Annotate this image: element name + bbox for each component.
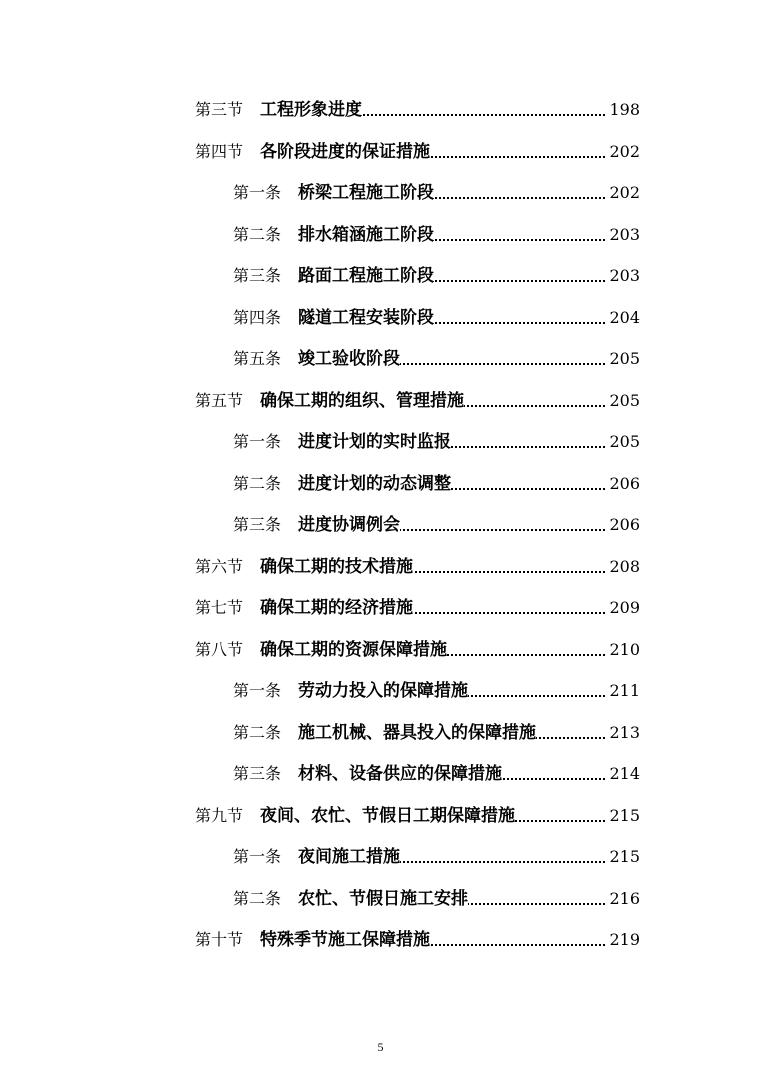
toc-entry-page: 202 <box>607 180 640 206</box>
toc-entry-label: 第二条 <box>233 225 282 244</box>
toc-entry-label: 第五条 <box>233 349 282 368</box>
toc-entry-page: 208 <box>607 554 640 580</box>
toc-entry-page: 215 <box>607 844 640 870</box>
toc-entry-page: 210 <box>607 637 640 663</box>
toc-entry-page: 203 <box>607 222 640 248</box>
toc-entry[interactable] <box>0 471 761 497</box>
toc-entry[interactable] <box>0 886 761 912</box>
toc-entry-title: 确保工期的经济措施 <box>260 595 413 621</box>
toc-entry-title: 特殊季节施工保障措施 <box>260 927 430 953</box>
toc-entry[interactable] <box>0 429 761 455</box>
toc-entry-title: 隧道工程安装阶段 <box>298 305 434 331</box>
toc-entry-label: 第二条 <box>233 723 282 742</box>
toc-entry-title: 工程形象进度 <box>260 97 362 123</box>
toc-entry-label: 第一条 <box>233 432 282 451</box>
toc-entry-page: 206 <box>607 471 640 497</box>
toc-entry-title: 进度协调例会 <box>298 512 400 538</box>
toc-entry[interactable] <box>0 803 761 829</box>
toc-entry-title: 确保工期的技术措施 <box>260 554 413 580</box>
toc-entry[interactable] <box>0 554 761 580</box>
toc-entry-page: 213 <box>607 720 640 746</box>
toc-entry-label: 第三条 <box>233 266 282 285</box>
toc-entry-page: 219 <box>607 927 640 953</box>
toc-entry-title: 各阶段进度的保证措施 <box>260 139 430 165</box>
toc-entry[interactable] <box>0 222 761 248</box>
toc-entry[interactable] <box>0 263 761 289</box>
toc-entry[interactable] <box>0 720 761 746</box>
toc-entry[interactable] <box>0 388 761 414</box>
toc-entry[interactable] <box>0 180 761 206</box>
toc-entry-label: 第三条 <box>233 515 282 534</box>
toc-entry[interactable] <box>0 927 761 953</box>
toc-entry[interactable] <box>0 761 761 787</box>
toc-entry-title: 夜间施工措施 <box>298 844 400 870</box>
toc-entry-title: 材料、设备供应的保障措施 <box>298 761 502 787</box>
toc-entry[interactable] <box>0 346 761 372</box>
toc-entry[interactable] <box>0 139 761 165</box>
toc-entry-title: 夜间、农忙、节假日工期保障措施 <box>260 803 515 829</box>
toc-entry-label: 第十节 <box>195 930 244 949</box>
toc-entry-label: 第九节 <box>195 806 244 825</box>
toc-entry[interactable] <box>0 512 761 538</box>
toc-entry-page: 205 <box>607 346 640 372</box>
toc-entry-page: 203 <box>607 263 640 289</box>
toc-entry-title: 竣工验收阶段 <box>298 346 400 372</box>
toc-entry-title: 确保工期的资源保障措施 <box>260 637 447 663</box>
toc-entry[interactable] <box>0 97 761 123</box>
toc-entry-title: 农忙、节假日施工安排 <box>298 886 468 912</box>
toc-entry-title: 施工机械、器具投入的保障措施 <box>298 720 536 746</box>
toc-entry-label: 第三节 <box>195 100 244 119</box>
toc-entry-page: 215 <box>607 803 640 829</box>
toc-entry-label: 第四条 <box>233 308 282 327</box>
toc-entry-page: 205 <box>607 388 640 414</box>
toc-entry-title: 进度计划的实时监报 <box>298 429 451 455</box>
toc-entry-label: 第二条 <box>233 889 282 908</box>
toc-entry-title: 桥梁工程施工阶段 <box>298 180 434 206</box>
toc-entry[interactable] <box>0 678 761 704</box>
toc-entry-label: 第七节 <box>195 598 244 617</box>
toc-entry-title: 排水箱涵施工阶段 <box>298 222 434 248</box>
toc-entry-page: 206 <box>607 512 640 538</box>
toc-entry-title: 路面工程施工阶段 <box>298 263 434 289</box>
toc-entry-label: 第五节 <box>195 391 244 410</box>
toc-entry[interactable] <box>0 637 761 663</box>
toc-entry-page: 216 <box>607 886 640 912</box>
toc-entry-title: 进度计划的动态调整 <box>298 471 451 497</box>
toc-entry-page: 204 <box>607 305 640 331</box>
toc-entry-page: 211 <box>607 678 640 704</box>
toc-entry-page: 202 <box>607 139 640 165</box>
toc-entry-label: 第四节 <box>195 142 244 161</box>
toc-entry[interactable] <box>0 595 761 621</box>
toc-entry-label: 第一条 <box>233 847 282 866</box>
toc-entry-label: 第六节 <box>195 557 244 576</box>
toc-entry-page: 209 <box>607 595 640 621</box>
toc-entry-title: 劳动力投入的保障措施 <box>298 678 468 704</box>
toc-entry-label: 第二条 <box>233 474 282 493</box>
toc-entry[interactable] <box>0 844 761 870</box>
toc-entry-title: 确保工期的组织、管理措施 <box>260 388 464 414</box>
page-number: 5 <box>377 1040 384 1054</box>
toc-entry-label: 第一条 <box>233 183 282 202</box>
toc-entry-label: 第三条 <box>233 764 282 783</box>
toc-entry[interactable] <box>0 305 761 331</box>
toc-entry-label: 第八节 <box>195 640 244 659</box>
toc-entry-page: 214 <box>607 761 640 787</box>
toc-entry-page: 198 <box>607 97 640 123</box>
toc-entry-page: 205 <box>607 429 640 455</box>
toc-entry-label: 第一条 <box>233 681 282 700</box>
